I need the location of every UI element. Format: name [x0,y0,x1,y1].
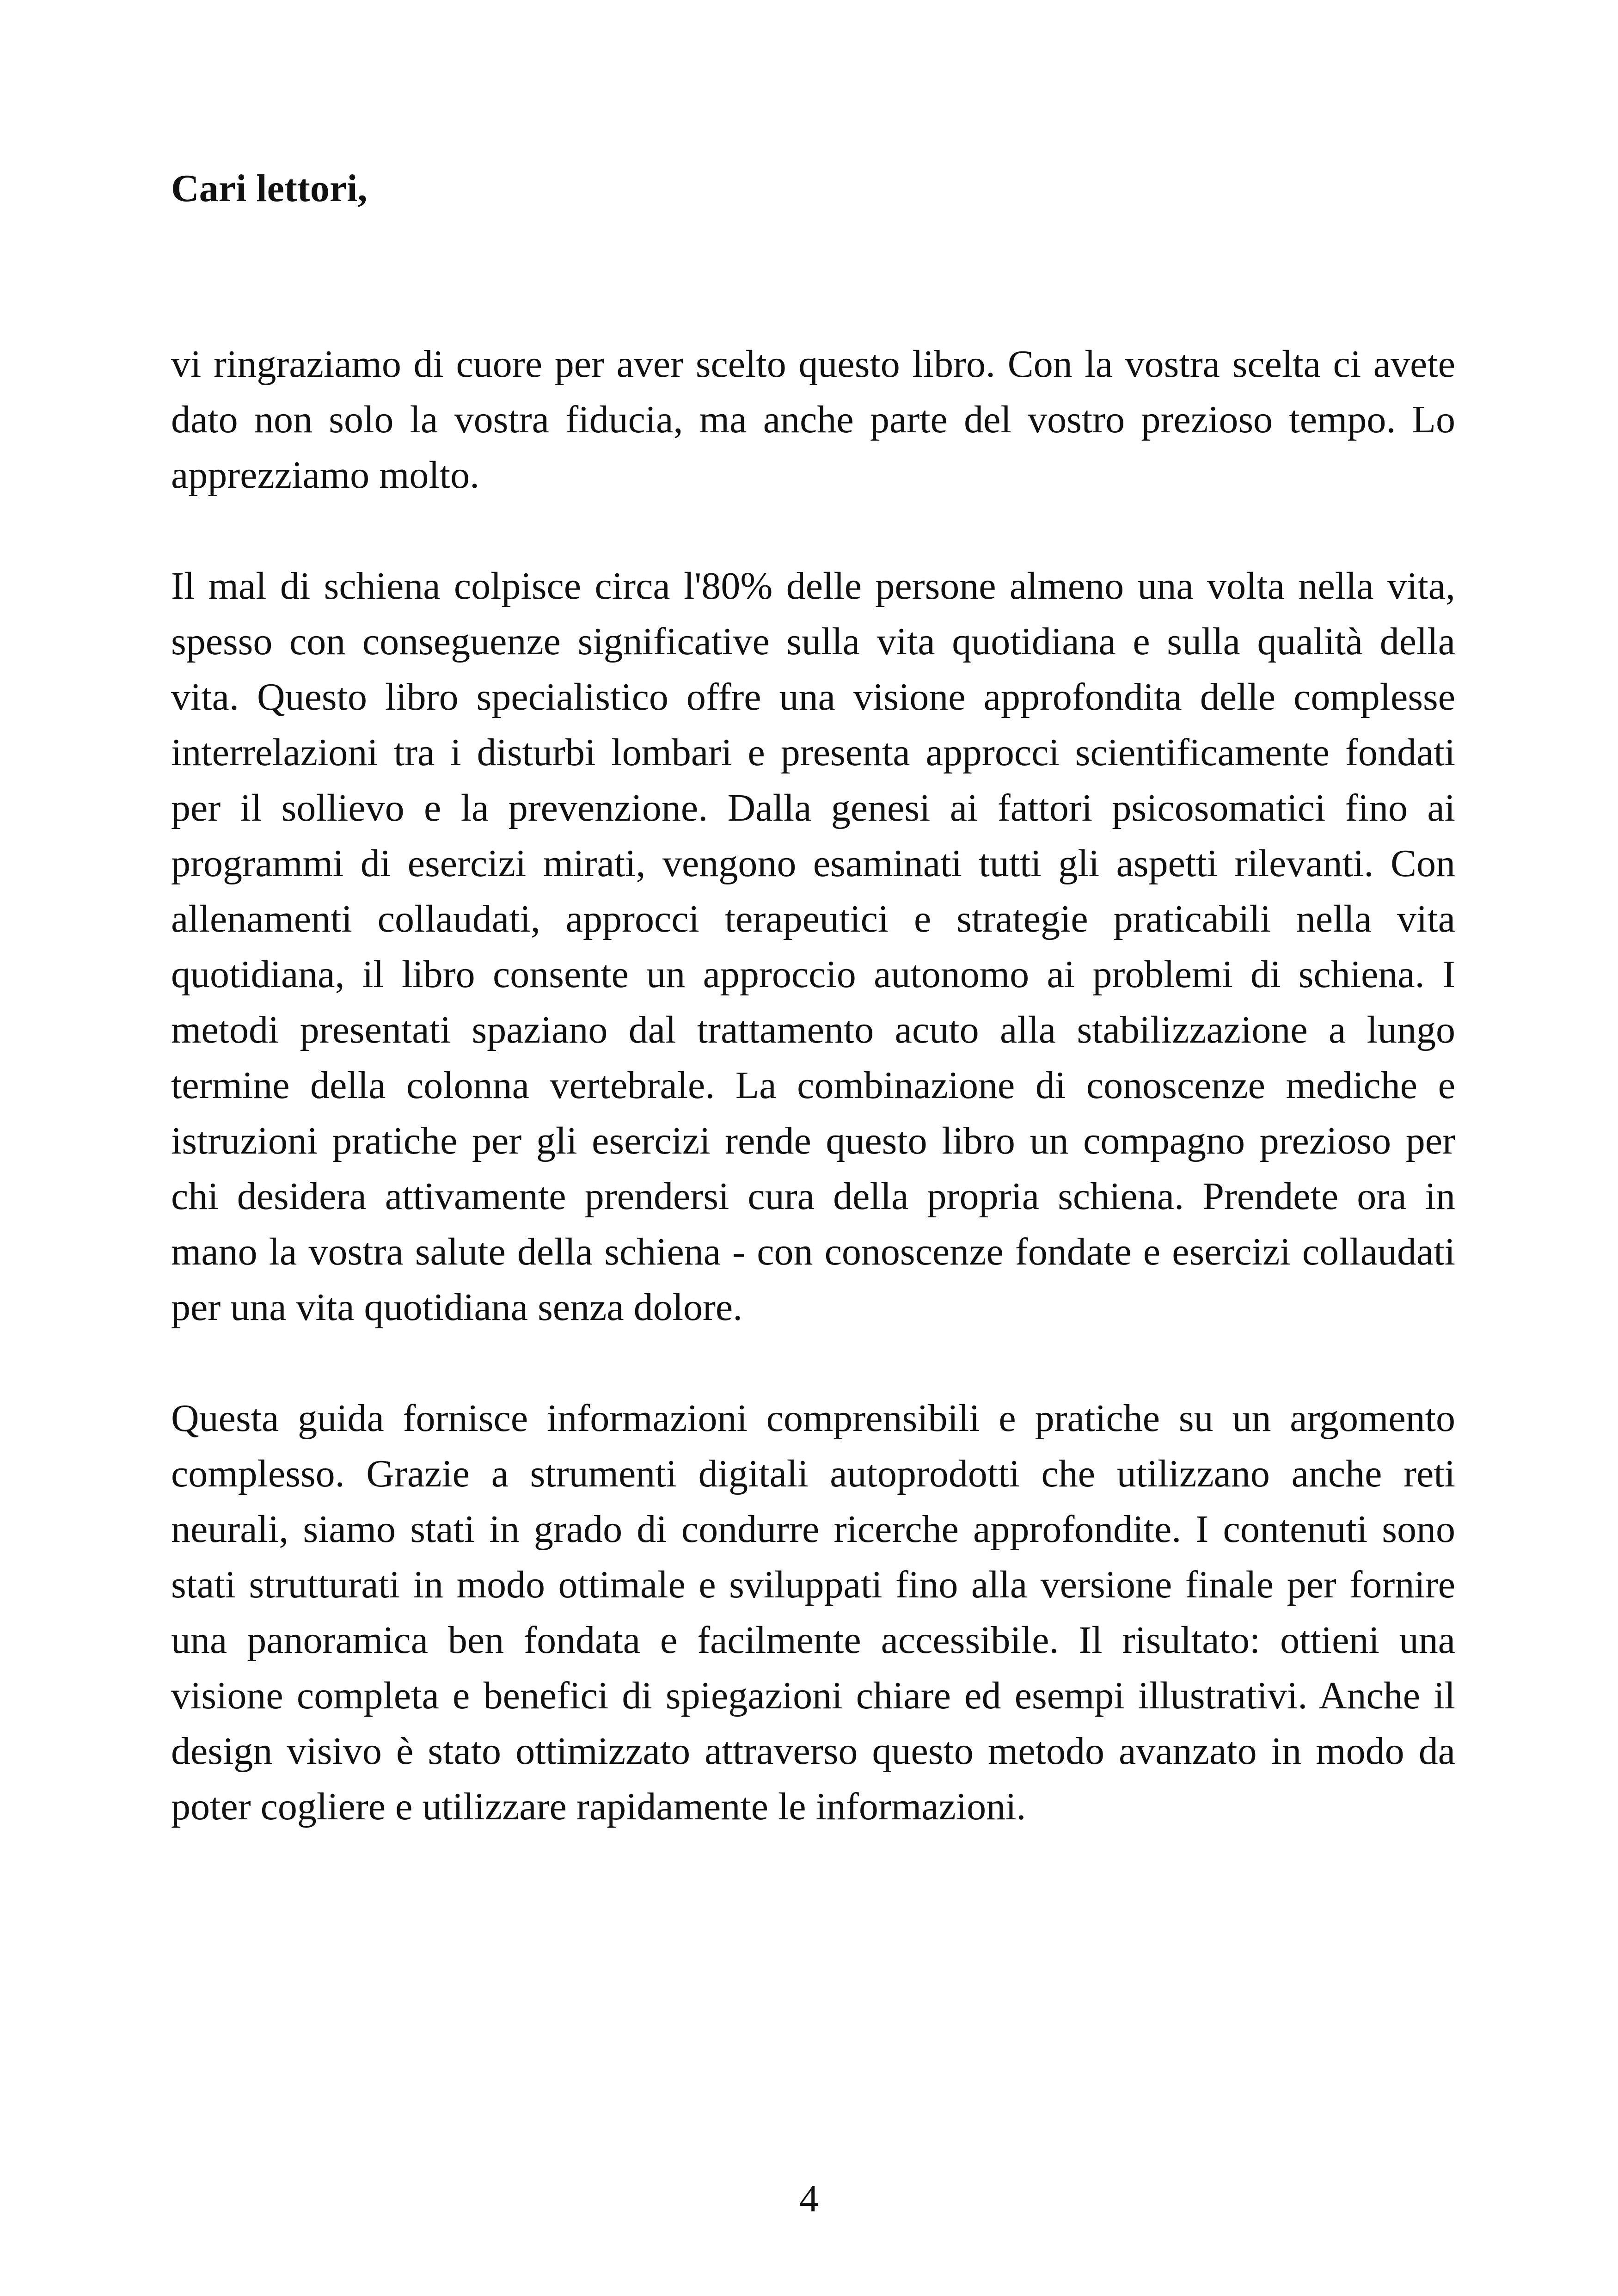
letter-body [171,337,1455,1835]
paragraph-thanks: vi ringraziamo di cuore per aver scelto questo libro. Con la vostra scelta ci avete dato non solo la vostra fiducia, ma anche parte del vostro prezioso tempo. Lo apprezziamo molto. [171,343,1455,497]
paragraph-guide-method: Questa guida fornisce informazioni comprensibili e pratiche su un argomento complesso. Grazie a strumenti digitali autoprodotti che utilizzano anche reti neurali, siamo stati in grado di condurre ricerche approfondite. I contenuti sono stati strutturati in modo ottimale e sviluppati fino alla versione finale per fornire una panoramica ben fondata e facilmente accessibile. Il risultato: ottieni una visione completa e benefici di spiegazioni chiare ed esempi illustrativi. Anche il design visivo è stato ottimizzato attraverso questo metodo avanzato in modo da poter cogliere e utilizzare rapidamente le informazioni. [171,1397,1455,1828]
salutation-heading: Cari lettori, [171,167,368,210]
paragraph-book-description: Il mal di schiena colpisce circa l'80% delle persone almeno una volta nella vita, spesso con conseguenze significative sulla vita quotidiana e sulla qualità della vita. Questo libro specialistico offre una visione approfondita delle complesse interrelazioni tra i disturbi lombari e presenta approcci scientificamente fondati per il sollievo e la prevenzione. Dalla genesi ai fattori psicosomatici fino ai programmi di esercizi mirati, vengono esaminati tutti gli aspetti rilevanti. Con allenamenti collaudati, approcci terapeutici e strategie praticabili nella vita quotidiana, il libro consente un approccio autonomo ai problemi di schiena. I metodi presentati spaziano dal trattamento acuto alla stabilizzazione a lungo termine della colonna vertebrale. La combinazione di conoscenze mediche e istruzioni pratiche per gli esercizi rende questo libro un compagno prezioso per chi desidera attivamente prendersi cura della propria schiena. Prendete ora in mano la vostra salute della schiena - con conoscenze fondate e esercizi collaudati per una vita quotidiana senza dolore. [171,565,1455,1329]
page-number: 4 [799,2177,819,2220]
